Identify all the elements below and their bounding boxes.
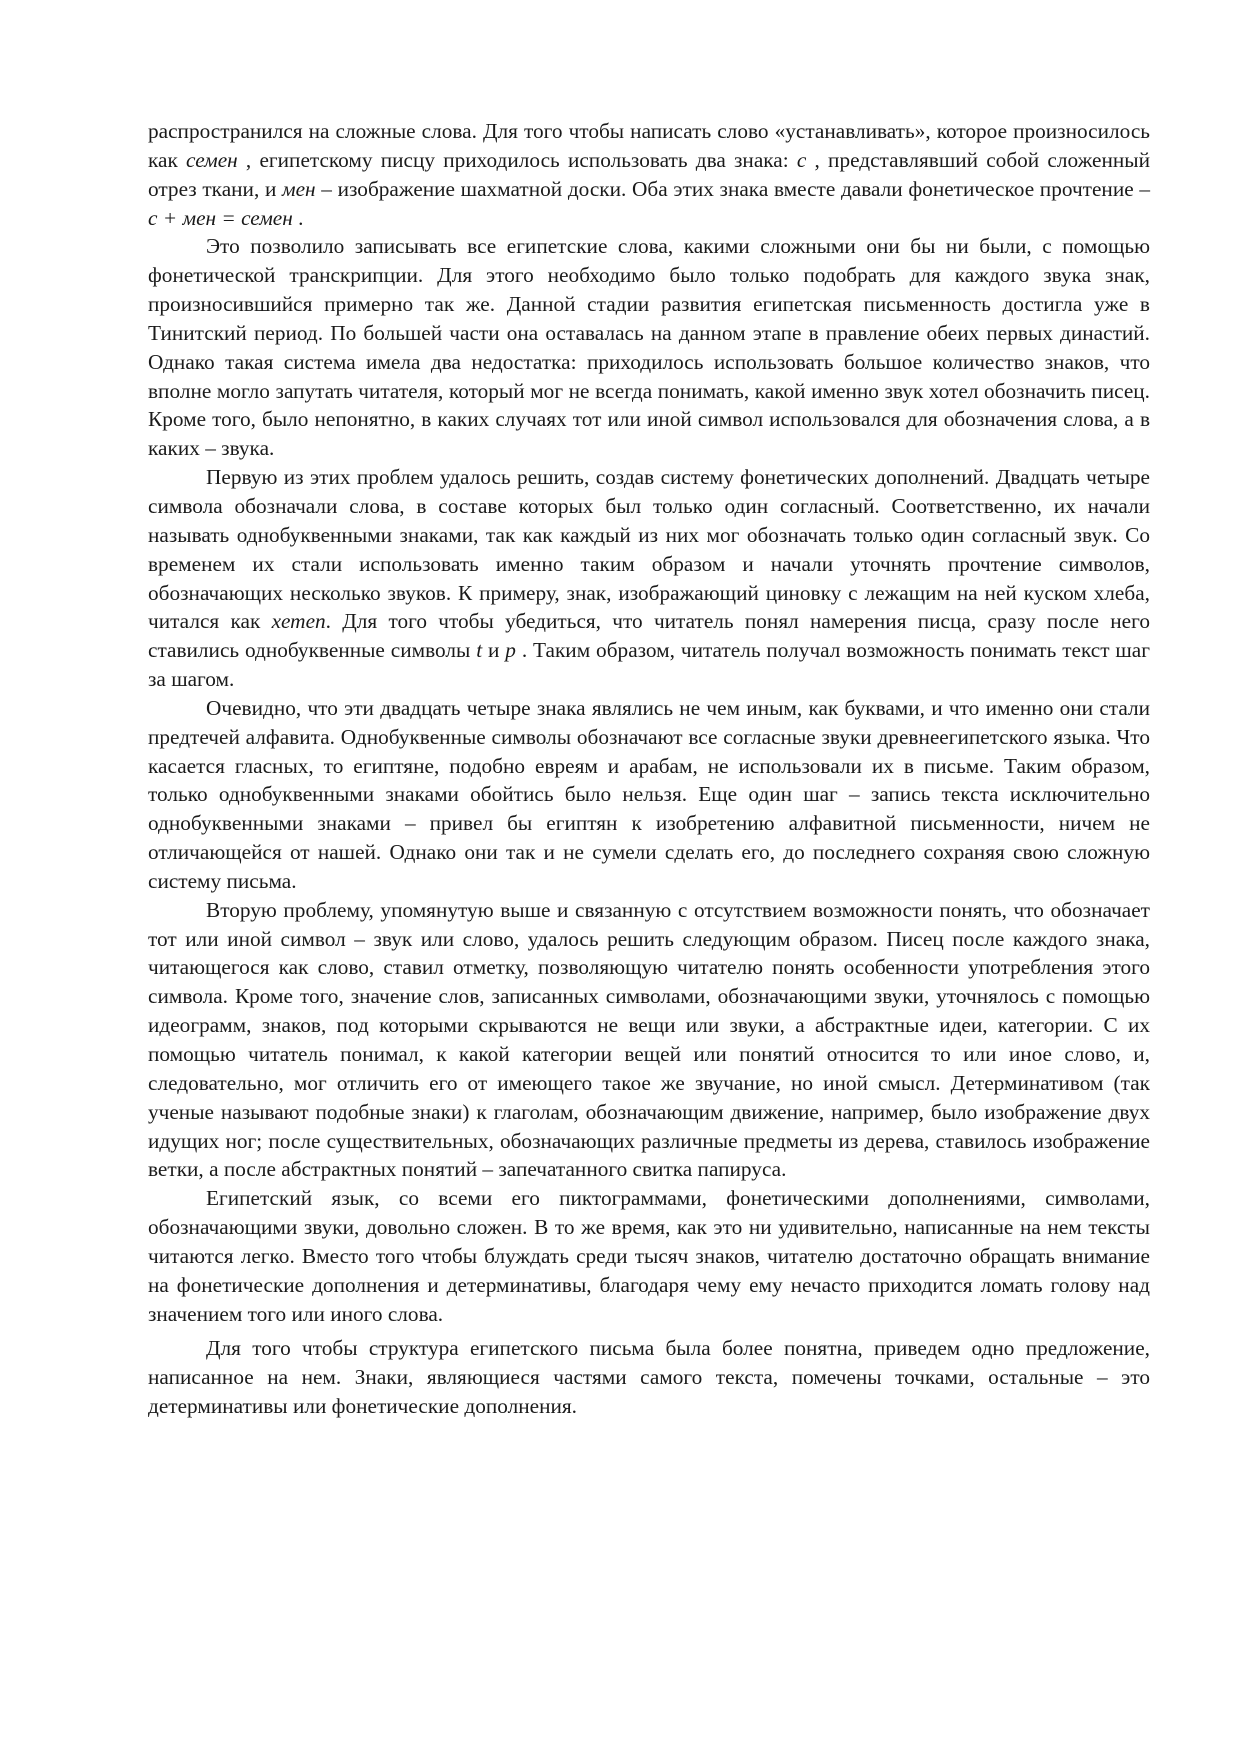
text-span: . [292, 205, 304, 230]
paragraph-1 [148, 117, 1150, 232]
paragraph-5 [148, 896, 1150, 1184]
text-span: , египетскому писцу приходилось использовать два знака: [237, 147, 797, 172]
text-span: Для того чтобы структура египетского письма была более понятна, приведем одно предложение, написанное на нем. Знаки, являющиеся частями самого текста, помечены точками, остальные – это детерминативы или фонетические дополнения. [148, 1336, 1150, 1419]
paragraph-7 [148, 1334, 1150, 1421]
italic-word: мен [282, 176, 316, 201]
paragraph-2 [148, 232, 1150, 463]
paragraph-3 [148, 463, 1150, 694]
text-span: – изображение шахматной доски. Оба этих знака вместе давали фонетическое прочтение – [315, 176, 1150, 201]
text-span: . Таким образом, читатель получал возможность понимать текст шаг за шагом. [148, 638, 1150, 692]
text-span: Первую из этих проблем удалось решить, создав систему фонетических дополнений. Двадцать четыре символа обозначали слова, в составе которых был только один согласный. Соответственно, их начали называть однобуквенными знаками, так как каждый из них мог обозначать только один согласный звук. Со временем их стали использовать именно таким образом и начали уточнять прочтение символов, обозначающих несколько звуков. К примеру, знак, изображающий циновку с лежащим на ней куском хлеба, читался как [148, 465, 1150, 634]
text-span: Египетский язык, со всеми его пиктограммами, фонетическими дополнениями, символами, обозначающими звуки, довольно сложен. В то же время, как это ни удивительно, написанные на нем тексты читаются легко. Вместо того чтобы блуждать среди тысяч знаков, читателю достаточно обращать внимание на фонетические дополнения и детерминативы, благодаря чему ему нечасто приходится ломать голову над значением того или иного слова. [148, 1186, 1150, 1326]
text-span: Очевидно, что эти двадцать четыре знака являлись не чем иным, как буквами, и что именно они стали предтечей алфавита. Однобуквенные символы обозначают все согласные звуки древнеегипетского языка. Что касается гласных, то египтяне, подобно евреям и арабам, не использовали их в письме. Таким образом, только однобуквенными знаками обойтись было нельзя. Еще один шаг – запись текста исключительно однобуквенными знаками – привел бы египтян к изобретению алфавитной письменности, ничем не отличающейся от нашей. Однако они так и не сумели сделать его, до последнего сохраняя свою сложную систему письма. [148, 695, 1150, 893]
text-span: . Для того чтобы убедиться, что читатель понял намерения писца, сразу после него ставились однобуквенные символы [148, 609, 1150, 663]
text-span: и [482, 638, 506, 663]
italic-formula: с + мен = семен [148, 205, 293, 230]
italic-word: хетеп [271, 609, 326, 634]
text-span: , представлявший собой сложенный отрез ткани, и [148, 147, 1150, 201]
italic-word: с [796, 147, 807, 172]
text-span: распространился на сложные слова. Для того чтобы написать слово «устанавливать», которое произносилось как [148, 119, 1150, 172]
document-page [148, 117, 1150, 1421]
text-span: Вторую проблему, упомянутую выше и связанную с отсутствием возможности понять, что обозначает тот или иной символ – звук или слово, удалось решить следующим образом. Писец после каждого знака, читающегося как слово, ставил отметку, позволяющую читателю понять особенности употребления этого символа. Кроме того, значение слов, записанных символами, обозначающими звуки, уточнялось с помощью идеограмм, знаков, под которыми скрываются не вещи или звуки, а абстрактные идеи, категории. С их помощью читатель понимал, к какой категории вещей или понятий относится то или иное слово, и, следовательно, мог отличить его от имеющего такое же звучание, но иной смысл. Детерминативом (так ученые называют подобные знаки) к глаголам, обозначающим движение, например, было изображение двух идущих ног; после существительных, обозначающих различные предметы из дерева, ставилось изображение ветки, а после абстрактных понятий – запечатанного свитка папируса. [148, 897, 1150, 1182]
italic-letter: t [476, 638, 483, 663]
paragraph-4 [148, 694, 1150, 896]
text-span: Это позволило записывать все египетские слова, какими сложными они бы ни были, с помощью фонетической транскрипции. Для этого необходимо было только подобрать для каждого звука знак, произносившийся примерно так же. Данной стадии развития египетская письменность достигла уже в Тинитский период. По большей части она оставалась на данном этапе в правление обеих первых династий. Однако такая система имела два недостатка: приходилось использовать большое количество знаков, что вполне могло запутать читателя, который мог не всегда понимать, какой именно звук хотел обозначить писец. Кроме того, было непонятно, в каких случаях тот или иной символ использовался для обозначения слова, а в каких – звука. [148, 234, 1150, 461]
italic-letter: p [505, 638, 516, 663]
paragraph-6 [148, 1184, 1150, 1328]
italic-word: семен [186, 147, 238, 172]
